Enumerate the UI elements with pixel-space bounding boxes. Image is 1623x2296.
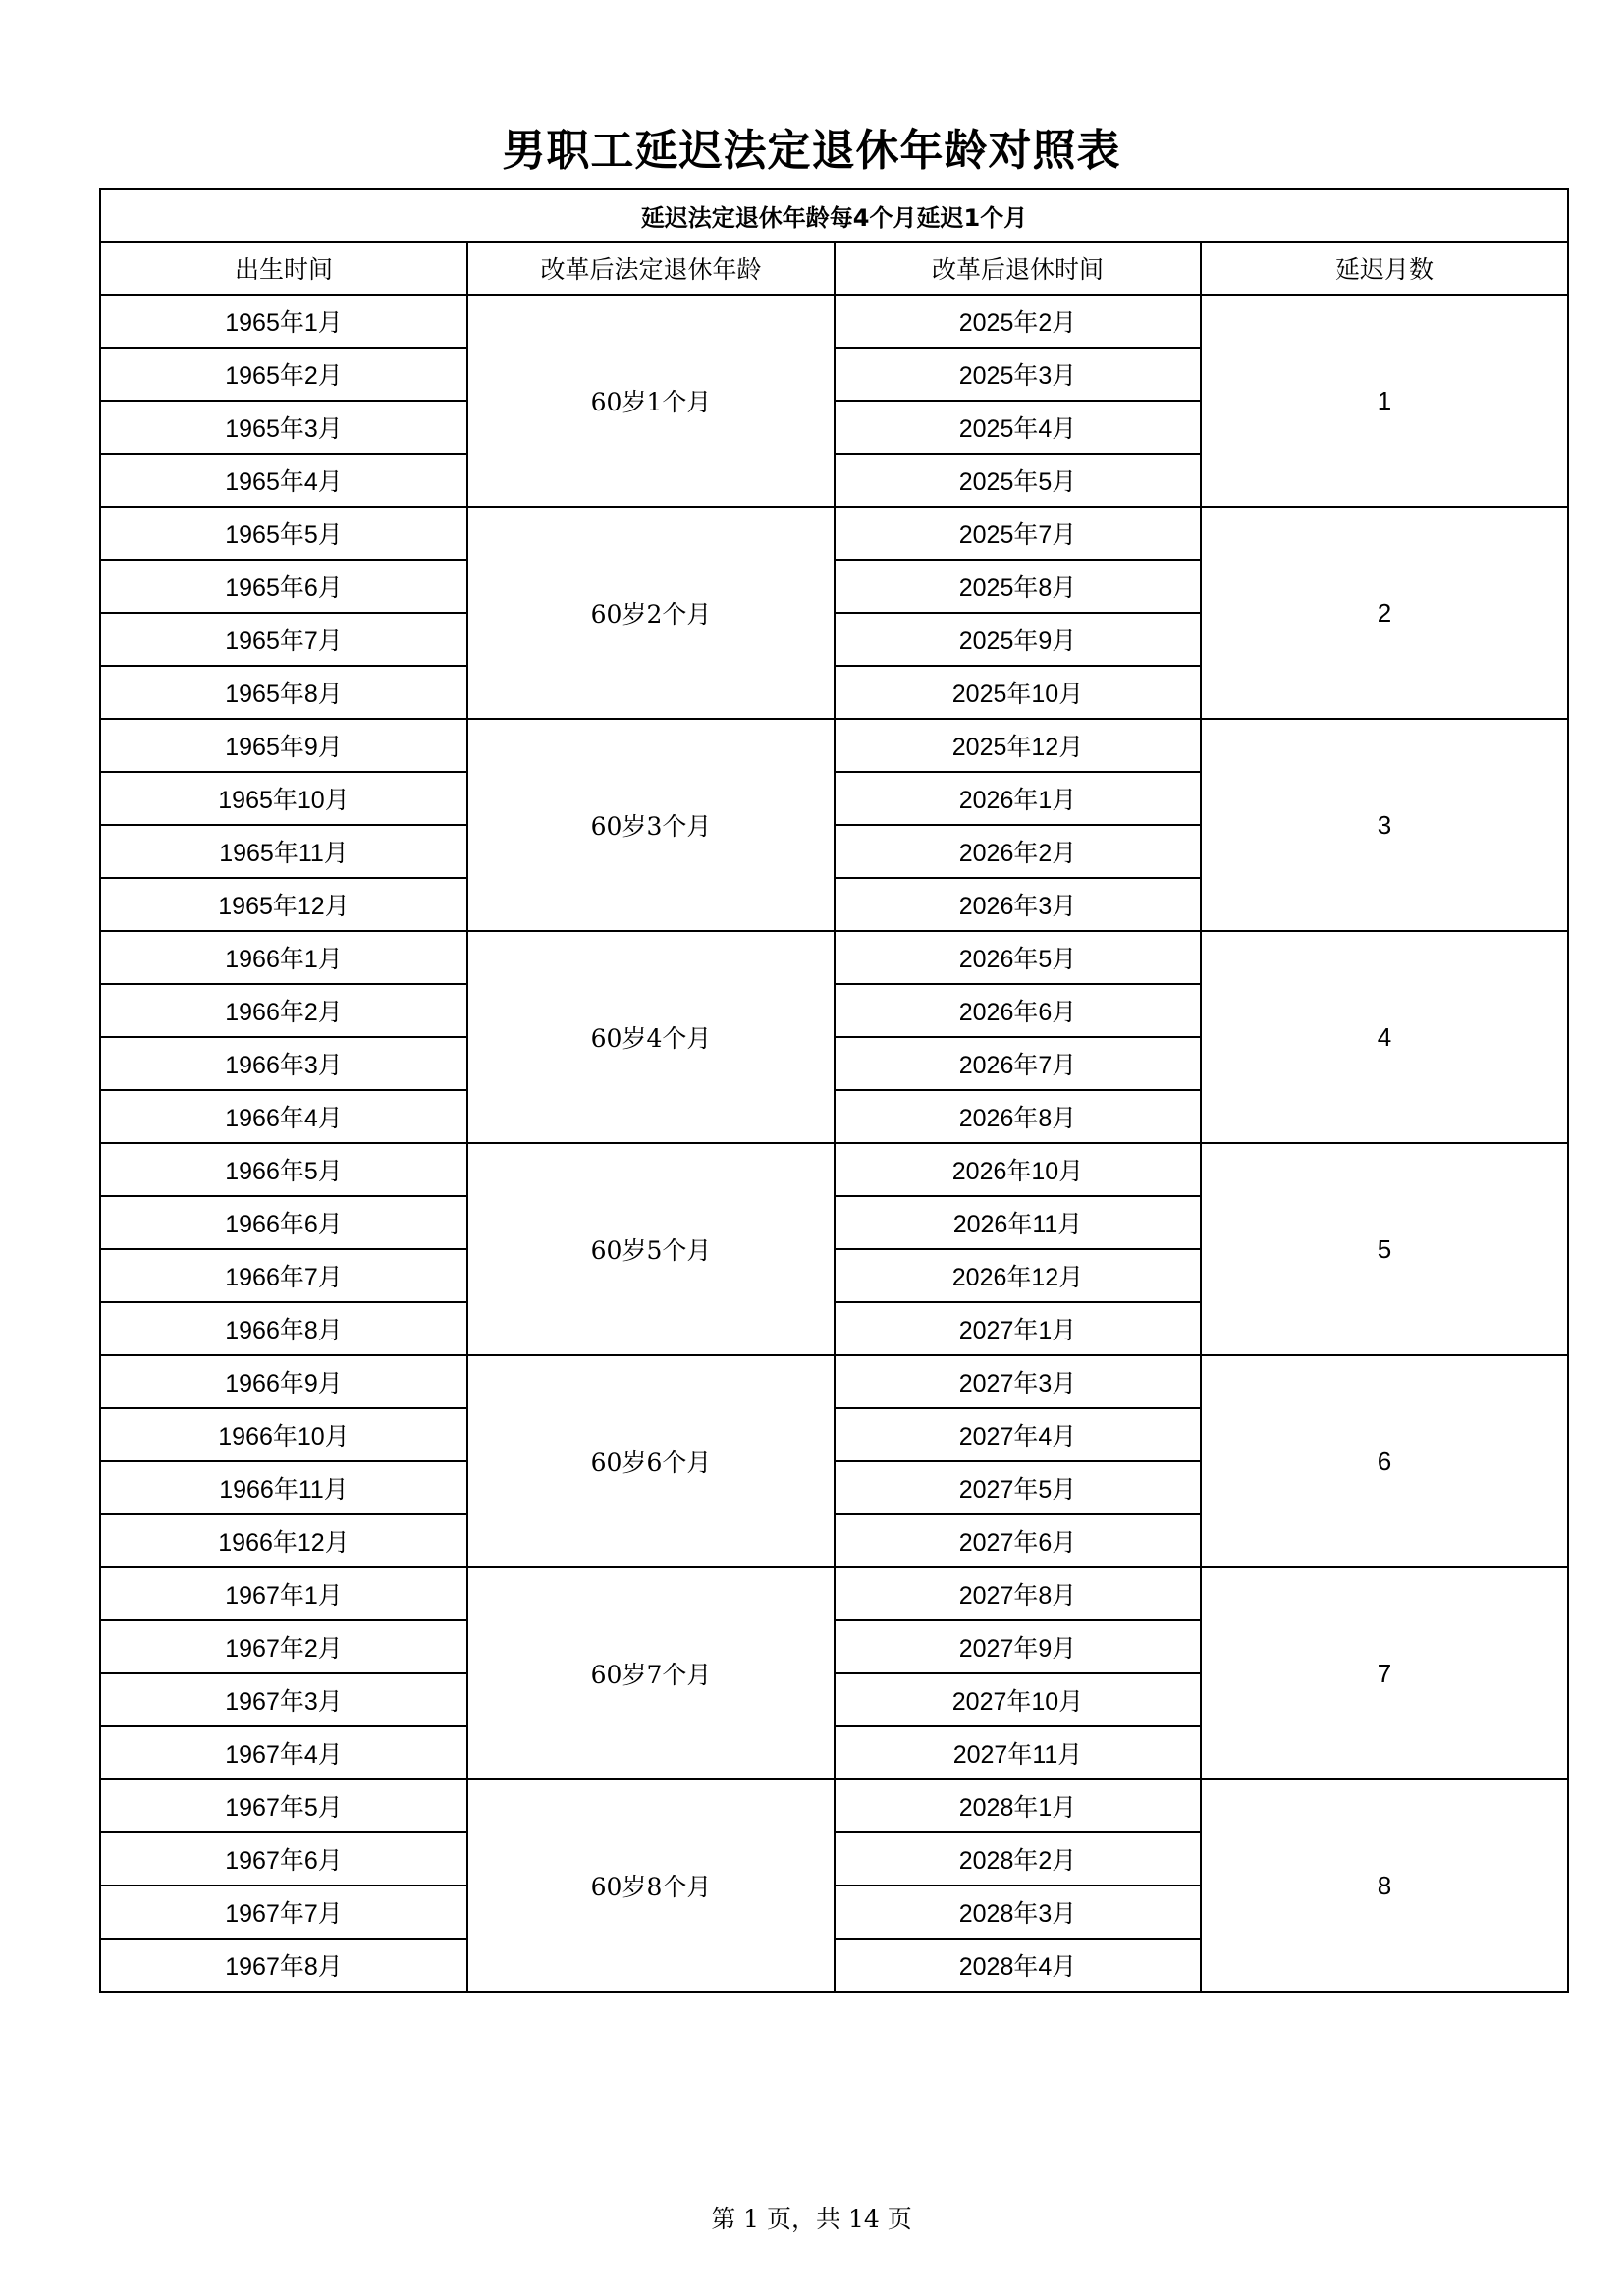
retirement-age-cell: 60岁7个月: [467, 1567, 835, 1779]
birth-time-cell: 1965年9月: [100, 719, 467, 772]
retirement-time-cell: 2027年11月: [835, 1726, 1201, 1779]
retirement-time-cell: 2026年3月: [835, 878, 1201, 931]
birth-time-cell: 1965年4月: [100, 454, 467, 507]
birth-time-cell: 1967年2月: [100, 1620, 467, 1673]
birth-time-cell: 1965年3月: [100, 401, 467, 454]
retirement-time-cell: 2025年4月: [835, 401, 1201, 454]
birth-time-cell: 1965年2月: [100, 348, 467, 401]
table-row: [100, 1567, 1568, 1620]
retirement-time-cell: 2025年9月: [835, 613, 1201, 666]
table-banner: 延迟法定退休年龄每4个月延迟1个月: [100, 189, 1568, 242]
table-row: [100, 295, 1568, 348]
delay-months-cell: 4: [1201, 931, 1568, 1143]
delay-months-cell: 6: [1201, 1355, 1568, 1567]
retirement-time-cell: 2027年1月: [835, 1302, 1201, 1355]
retirement-time-cell: 2026年6月: [835, 984, 1201, 1037]
retirement-age-cell: 60岁6个月: [467, 1355, 835, 1567]
birth-time-cell: 1965年7月: [100, 613, 467, 666]
birth-time-cell: 1966年3月: [100, 1037, 467, 1090]
retirement-time-cell: 2027年9月: [835, 1620, 1201, 1673]
birth-time-cell: 1966年7月: [100, 1249, 467, 1302]
delay-months-cell: 1: [1201, 295, 1568, 507]
retirement-time-cell: 2028年4月: [835, 1939, 1201, 1992]
retirement-age-cell: 60岁1个月: [467, 295, 835, 507]
retirement-time-cell: 2026年11月: [835, 1196, 1201, 1249]
delay-months-cell: 5: [1201, 1143, 1568, 1355]
retirement-time-cell: 2027年5月: [835, 1461, 1201, 1514]
retirement-age-cell: 60岁4个月: [467, 931, 835, 1143]
table-row: [100, 931, 1568, 984]
retirement-age-table: [99, 188, 1569, 1993]
birth-time-cell: 1966年5月: [100, 1143, 467, 1196]
birth-time-cell: 1966年4月: [100, 1090, 467, 1143]
retirement-age-cell: 60岁8个月: [467, 1779, 835, 1992]
birth-time-cell: 1965年10月: [100, 772, 467, 825]
retirement-time-cell: 2028年1月: [835, 1779, 1201, 1832]
retirement-time-cell: 2025年3月: [835, 348, 1201, 401]
retirement-time-cell: 2026年7月: [835, 1037, 1201, 1090]
delay-months-cell: 2: [1201, 507, 1568, 719]
retirement-time-cell: 2026年10月: [835, 1143, 1201, 1196]
retirement-time-cell: 2027年6月: [835, 1514, 1201, 1567]
table-row: [100, 1355, 1568, 1408]
table-row: [100, 1779, 1568, 1832]
birth-time-cell: 1967年8月: [100, 1939, 467, 1992]
birth-time-cell: 1965年8月: [100, 666, 467, 719]
retirement-age-cell: 60岁5个月: [467, 1143, 835, 1355]
retirement-time-cell: 2025年8月: [835, 560, 1201, 613]
retirement-time-cell: 2028年3月: [835, 1886, 1201, 1939]
retirement-time-cell: 2027年8月: [835, 1567, 1201, 1620]
header-delay-months: 延迟月数: [1201, 242, 1568, 295]
retirement-time-cell: 2028年2月: [835, 1832, 1201, 1886]
table-row: [100, 719, 1568, 772]
delay-months-cell: 7: [1201, 1567, 1568, 1779]
birth-time-cell: 1965年5月: [100, 507, 467, 560]
retirement-time-cell: 2026年2月: [835, 825, 1201, 878]
page-footer: 第 1 页，共 14 页: [711, 2205, 912, 2233]
table-body: [100, 189, 1568, 1992]
birth-time-cell: 1966年2月: [100, 984, 467, 1037]
banner-row: [100, 189, 1568, 242]
retirement-time-cell: 2026年1月: [835, 772, 1201, 825]
birth-time-cell: 1967年3月: [100, 1673, 467, 1726]
retirement-time-cell: 2025年5月: [835, 454, 1201, 507]
birth-time-cell: 1967年6月: [100, 1832, 467, 1886]
header-retirement-age: 改革后法定退休年龄: [467, 242, 835, 295]
retirement-time-cell: 2027年4月: [835, 1408, 1201, 1461]
delay-months-cell: 8: [1201, 1779, 1568, 1992]
birth-time-cell: 1966年1月: [100, 931, 467, 984]
birth-time-cell: 1965年1月: [100, 295, 467, 348]
birth-time-cell: 1966年6月: [100, 1196, 467, 1249]
birth-time-cell: 1966年8月: [100, 1302, 467, 1355]
birth-time-cell: 1965年12月: [100, 878, 467, 931]
birth-time-cell: 1967年7月: [100, 1886, 467, 1939]
table-row: [100, 1143, 1568, 1196]
birth-time-cell: 1967年1月: [100, 1567, 467, 1620]
retirement-age-cell: 60岁2个月: [467, 507, 835, 719]
birth-time-cell: 1966年9月: [100, 1355, 467, 1408]
retirement-time-cell: 2025年7月: [835, 507, 1201, 560]
header-row: [100, 242, 1568, 295]
retirement-time-cell: 2027年10月: [835, 1673, 1201, 1726]
retirement-time-cell: 2026年5月: [835, 931, 1201, 984]
page-title: 男职工延迟法定退休年龄对照表: [502, 126, 1121, 176]
birth-time-cell: 1967年4月: [100, 1726, 467, 1779]
birth-time-cell: 1966年12月: [100, 1514, 467, 1567]
delay-months-cell: 3: [1201, 719, 1568, 931]
header-retirement-time: 改革后退休时间: [835, 242, 1201, 295]
birth-time-cell: 1965年6月: [100, 560, 467, 613]
table-row: [100, 507, 1568, 560]
header-birth-time: 出生时间: [100, 242, 467, 295]
retirement-time-cell: 2025年12月: [835, 719, 1201, 772]
retirement-age-cell: 60岁3个月: [467, 719, 835, 931]
birth-time-cell: 1967年5月: [100, 1779, 467, 1832]
birth-time-cell: 1966年11月: [100, 1461, 467, 1514]
birth-time-cell: 1965年11月: [100, 825, 467, 878]
retirement-time-cell: 2026年12月: [835, 1249, 1201, 1302]
retirement-time-cell: 2027年3月: [835, 1355, 1201, 1408]
retirement-time-cell: 2025年2月: [835, 295, 1201, 348]
birth-time-cell: 1966年10月: [100, 1408, 467, 1461]
retirement-time-cell: 2026年8月: [835, 1090, 1201, 1143]
retirement-time-cell: 2025年10月: [835, 666, 1201, 719]
